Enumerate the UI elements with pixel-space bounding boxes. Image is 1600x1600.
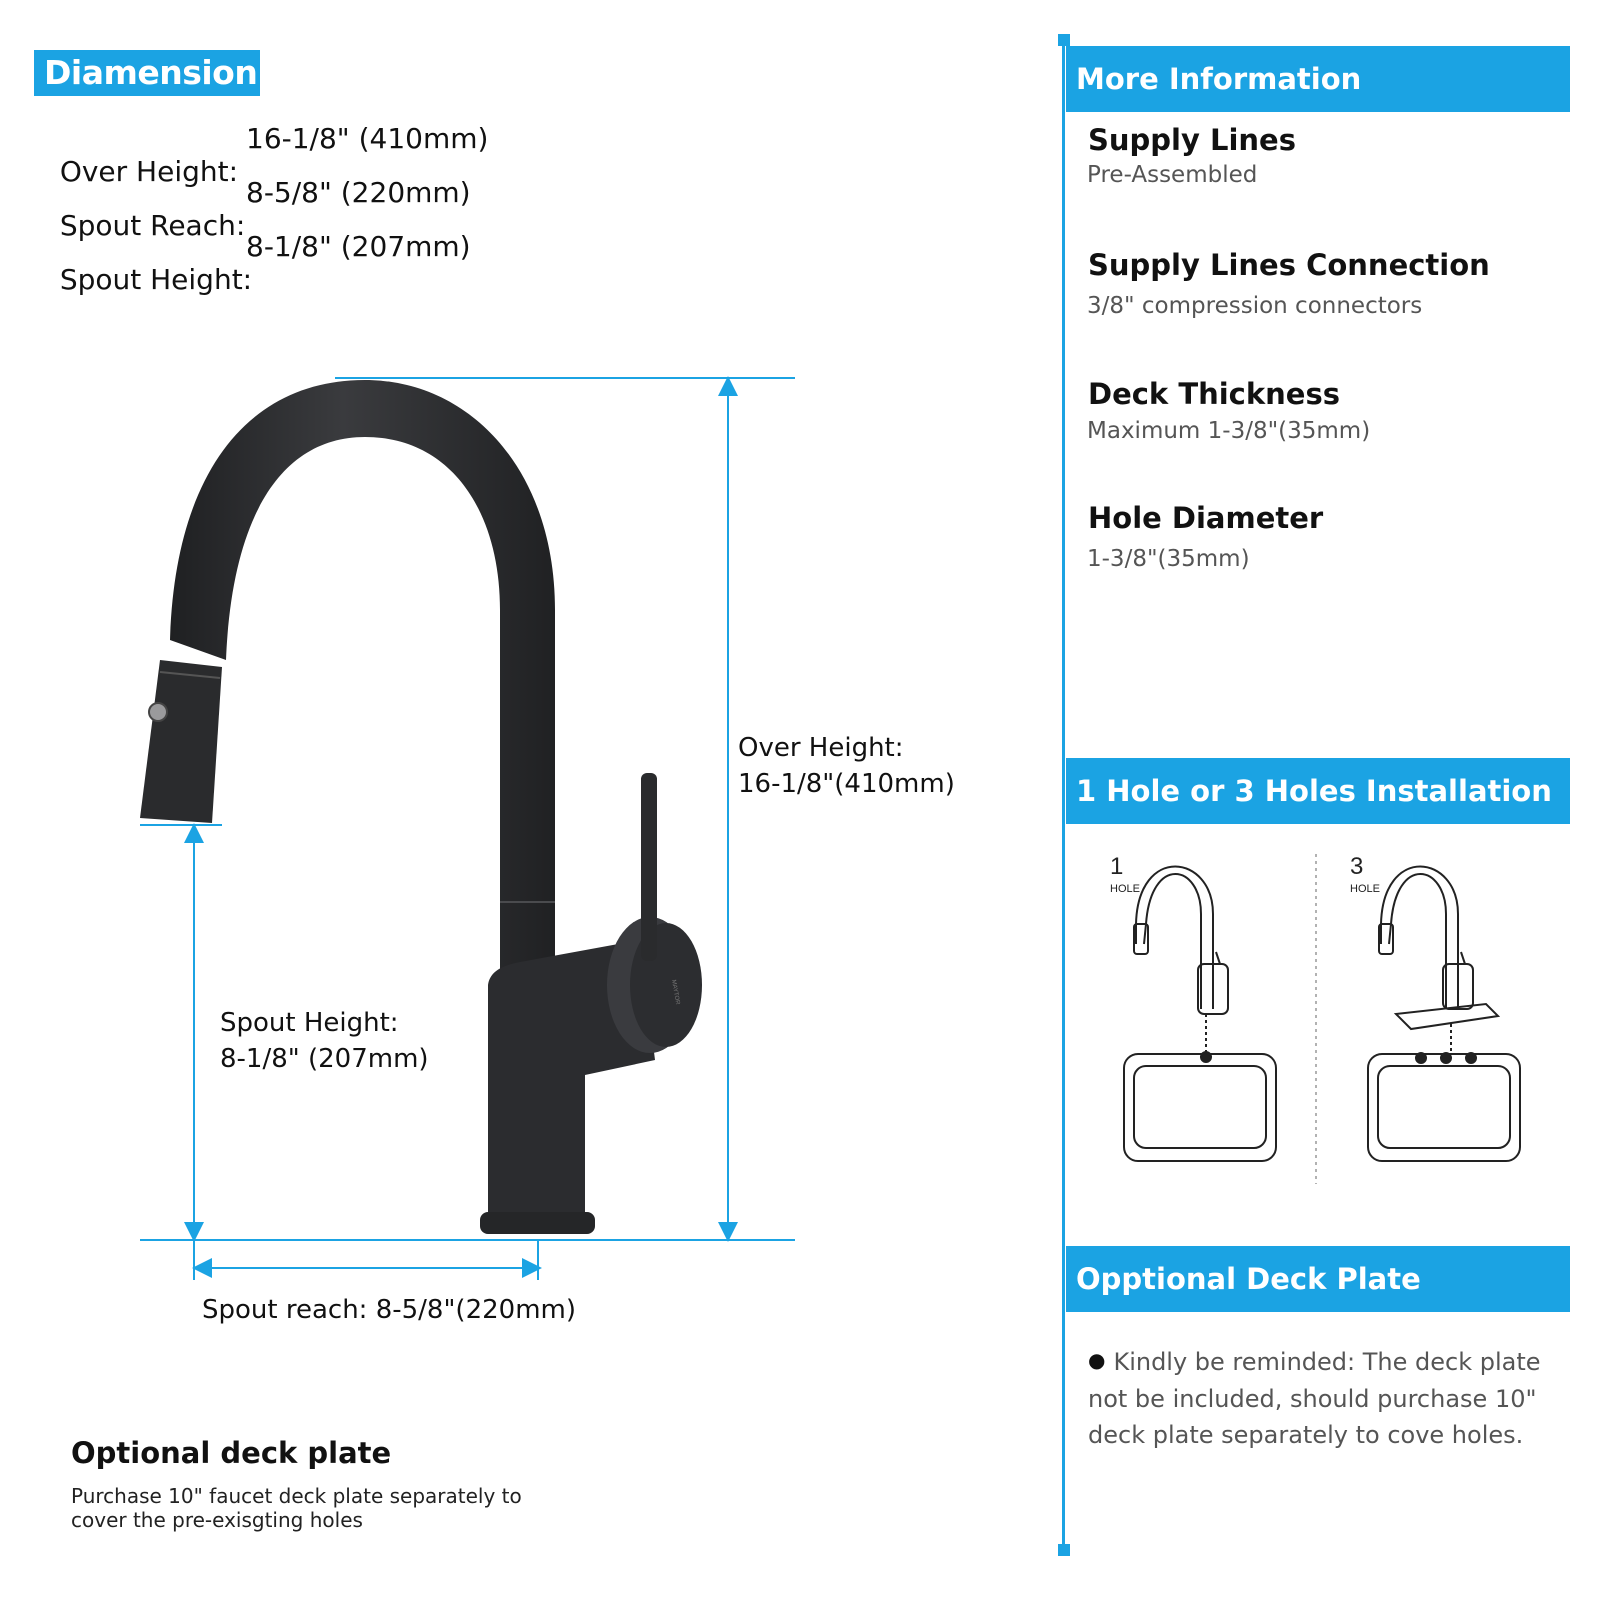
divider-cap-bottom bbox=[1058, 1544, 1070, 1556]
spout-reach-label: Spout reach: 8-5/8"(220mm) bbox=[202, 1295, 576, 1325]
info-value-supply-lines: Pre-Assembled bbox=[1087, 162, 1258, 188]
info-title-supply-lines: Supply Lines bbox=[1088, 123, 1296, 157]
more-info-header: More Information bbox=[1066, 46, 1570, 112]
faucet bbox=[140, 380, 702, 1234]
info-title-deck-thickness: Deck Thickness bbox=[1088, 377, 1340, 411]
spout-height-label: Spout Height: bbox=[220, 1008, 399, 1038]
one-hole-number: 1 bbox=[1110, 853, 1124, 880]
installation-header: 1 Hole or 3 Holes Installation bbox=[1066, 758, 1570, 824]
over-height-value: 16-1/8"(410mm) bbox=[738, 769, 955, 799]
panel-divider bbox=[1062, 36, 1065, 1552]
three-hole-diagram bbox=[1368, 867, 1520, 1162]
dimension-value: 8-1/8" (207mm) bbox=[246, 230, 471, 263]
deck-plate-subtitle: Purchase 10" faucet deck plate separately to cover the pre-exisgting holes bbox=[71, 1484, 522, 1532]
bullet-icon: ● bbox=[1088, 1348, 1106, 1372]
deck-plate-note bbox=[1088, 1344, 1558, 1453]
one-hole-diagram bbox=[1124, 867, 1276, 1162]
dimension-value: 8-5/8" (220mm) bbox=[246, 176, 471, 209]
dimension-label: Spout Height: bbox=[59, 263, 253, 296]
deck-plate-header: Opptional Deck Plate bbox=[1066, 1246, 1570, 1312]
dimension-title: Diamension: bbox=[34, 50, 260, 96]
info-value-connection: 3/8" compression connectors bbox=[1087, 293, 1423, 319]
info-value-deck-thickness: Maximum 1-3/8"(35mm) bbox=[1087, 418, 1371, 444]
dimension-value: 16-1/8" (410mm) bbox=[246, 122, 489, 155]
installation-illustration bbox=[1066, 834, 1570, 1204]
deck-plate-note-text: Kindly be reminded: The deck plate not be included, should purchase 10" deck plate separately to cove holes. bbox=[1088, 1348, 1541, 1449]
info-value-hole-diameter: 1-3/8"(35mm) bbox=[1087, 546, 1250, 572]
dimension-label: Spout Reach: bbox=[59, 209, 246, 242]
three-hole-number: 3 bbox=[1350, 853, 1364, 880]
divider-cap-top bbox=[1058, 34, 1070, 46]
info-title-hole-diameter: Hole Diameter bbox=[1088, 501, 1324, 535]
three-hole-label: HOLE bbox=[1350, 883, 1380, 895]
one-hole-label: HOLE bbox=[1110, 883, 1140, 895]
over-height-label: Over Height: bbox=[738, 733, 904, 763]
deck-plate-title: Optional deck plate bbox=[71, 1436, 392, 1470]
spout-height-value: 8-1/8" (207mm) bbox=[220, 1044, 429, 1074]
dimension-label: Over Height: bbox=[59, 155, 239, 188]
info-title-connection: Supply Lines Connection bbox=[1088, 248, 1490, 282]
brand-mark: MAYTOR bbox=[670, 979, 681, 1006]
